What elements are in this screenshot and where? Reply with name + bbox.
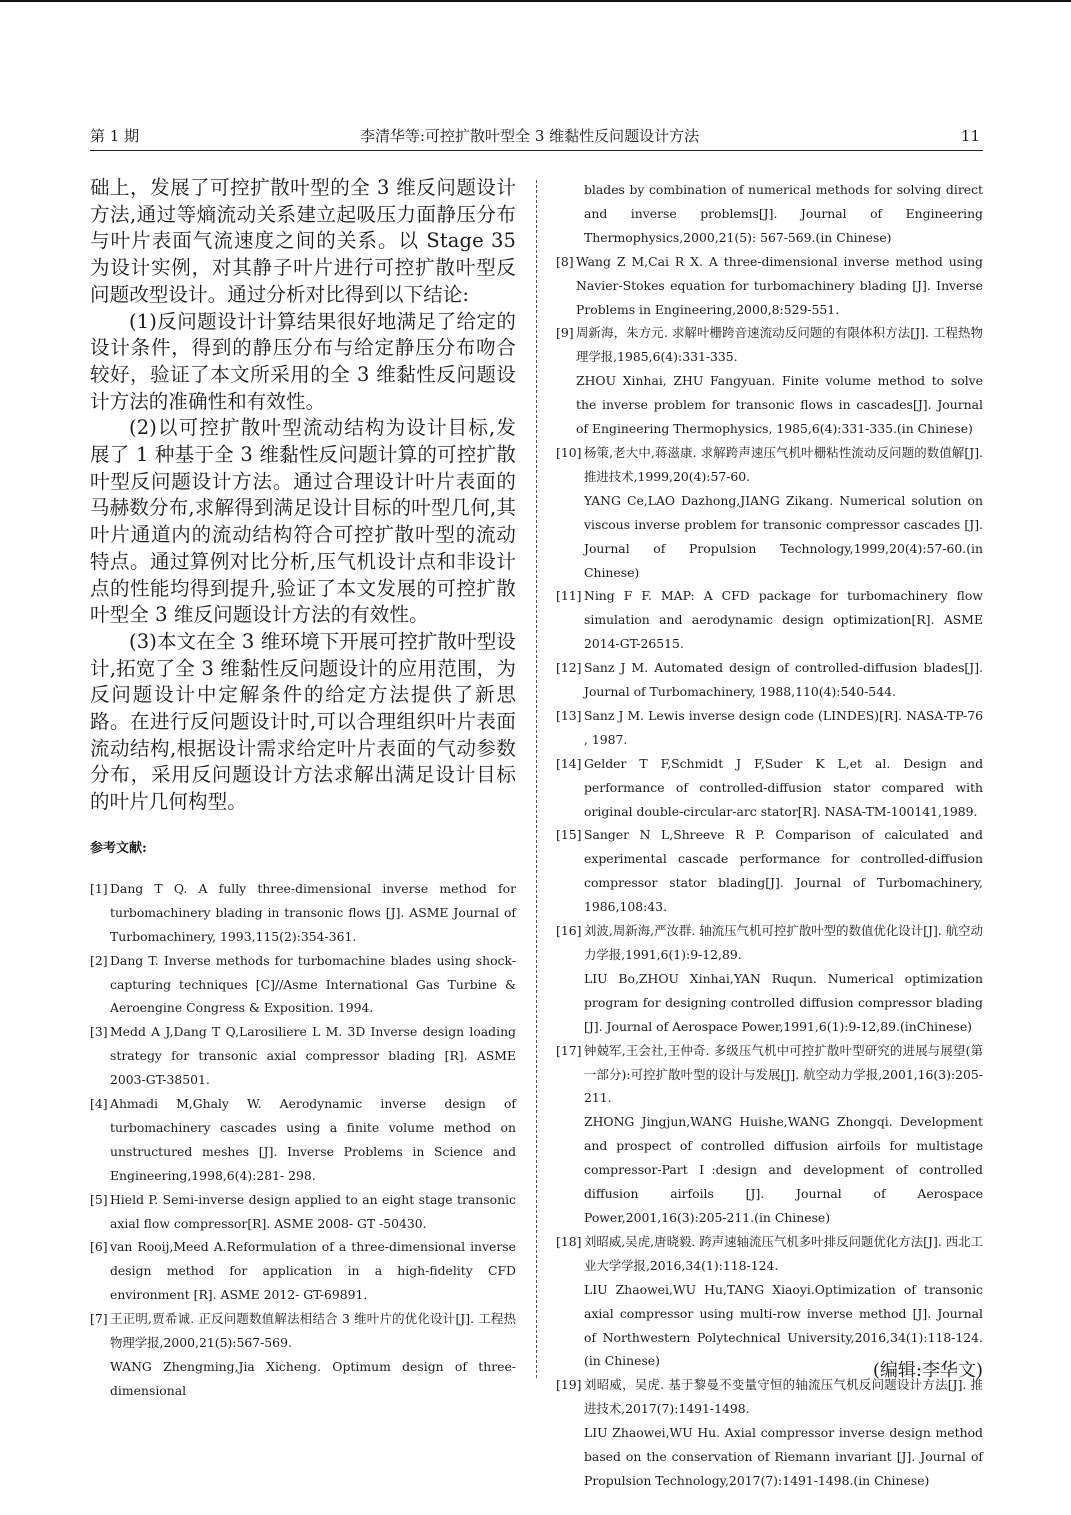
issue-label: 第 1 期 [90, 127, 140, 145]
reference-text: Gelder T F,Schmidt J F,Suder K L,et al. Design and performance of controlled-diffusion stator compared with original double-circular-arc stator[R]. NASA-TM-100141,1989. [584, 755, 983, 819]
editor-credit: (编辑:李华文) [872, 1360, 983, 1381]
reference-text: Wang Z M,Cai R X. A three-dimensional inverse method using Navier-Stokes equation for turbomachinery blading [J]. Inverse Problems in Engineering,2000,8:529-551. [576, 253, 983, 317]
reference-item [556, 178, 983, 250]
body-paragraph: 础上，发展了可控扩散叶型的全 3 维反问题设计方法,通过等熵流动关系建立起吸压力面静压分布与叶片表面气流速度之间的关系。以 Stage 35 为设计实例，对其静子叶片进行可控扩散叶型反问题改型设计。通过分析对比得到以下结论: [90, 176, 516, 306]
reference-text: Dang T. Inverse methods for turbomachine blades using shock-capturing techniques [C]//Asme International Gas Turbine & Aeroengine Congress & Exposition. 1994. [110, 952, 516, 1016]
reference-item [90, 1020, 516, 1092]
body-paragraph: (3)本文在全 3 维环境下开展可控扩散叶型设计,拓宽了全 3 维黏性反问题设计的应用范围，为反问题设计中定解条件的给定方法提供了新思路。在进行反问题设计时,可以合理组织叶片表面流动结构,根据设计需求给定叶片表面的气动参数分布，采用反问题设计方法求解出满足设计目标的叶片几何构型。 [90, 629, 516, 814]
reference-item [90, 877, 516, 949]
reference-item [556, 584, 983, 656]
reference-number: [3] [90, 1024, 108, 1040]
reference-text: 钟兢军,王会社,王仲奇. 多级压气机中可控扩散叶型研究的进展与展望(第一部分):可控扩散叶型的设计与发展[J]. 航空动力学报,2001,16(3):205-211. [584, 1042, 983, 1106]
reference-number: [7] [90, 1311, 108, 1327]
reference-text: Medd A J,Dang T Q,Larosiliere L M. 3D Inverse design loading strategy for transonic axial compressor blading [R]. ASME 2003-GT-38501. [110, 1024, 516, 1088]
header-rule [90, 150, 983, 151]
body-paragraph: (2)以可控扩散叶型流动结构为设计目标,发展了 1 种基于全 3 维黏性反问题计算的可控扩散叶型反问题设计方法。通过合理设计叶片表面的马赫数分布,求解得到满足设计目标的叶型几何,其叶片通道内的流动结构符合可控扩散叶型的流动特点。通过算例对比分析,压气机设计点和非设计点的性能均得到提升,验证了本文发展的可控扩散叶型全 3 维反问题设计方法的有效性。 [90, 416, 516, 627]
reference-text: Sanz J M. Automated design of controlled-diffusion blades[J]. Journal of Turbomachinery, 1988,110(4):540-544. [584, 660, 983, 700]
reference-text: Sanger N L,Shreeve R P. Comparison of calculated and experimental cascade performance for controlled-diffusion compressor stator blading[J]. Journal of Turbomachinery, 1986,108:43. [584, 827, 983, 915]
reference-list-left [90, 877, 516, 1403]
reference-number: [13] [556, 707, 582, 723]
body-paragraph: (1)反问题设计计算结果很好地满足了给定的设计条件，得到的静压分布与给定静压分布吻合较好，验证了本文所采用的全 3 维黏性反问题设计方法的准确性和有效性。 [90, 309, 516, 413]
reference-text: 刘昭威,吴虎,唐晓毅. 跨声速轴流压气机多叶排反问题优化方法[J]. 西北工业大学学报,2016,34(1):118-124. [584, 1233, 983, 1273]
reference-text: van Rooij,Meed A.Reformulation of a three-dimensional inverse design method for application in a high-fidelity CFD environment [R]. ASME 2012- GT-69891. [110, 1239, 516, 1303]
reference-text: blades by combination of numerical methods for solving direct and inverse problems[J]. Journal of Engineering Thermophysics,2000,21(5): 567-569.(in Chinese) [584, 182, 983, 245]
reference-text: 杨策,老大中,蒋滋康. 求解跨声速压气机叶栅粘性流动反问题的数值解[J]. 推进技术,1999,20(4):57-60. [584, 444, 983, 484]
reference-item [556, 1230, 983, 1373]
top-border-rule [0, 0, 1071, 2]
reference-english-text: LIU Zhaowei,WU Hu,TANG Xiaoyi.Optimization of transonic axial compressor using multi-row inverse method [J]. Journal of Northwestern Polytechnical University,2016,34(1):118-124.(in Chinese) [584, 1281, 983, 1369]
reference-number: [5] [90, 1191, 108, 1207]
reference-english-text: LIU Bo,ZHOU Xinhai,YAN Ruqun. Numerical optimization program for designing controlled diffusion compressor blading [J]. Journal of Aerospace Power,1991,6(1):9-12,89.(inChinese) [584, 970, 983, 1034]
reference-item [90, 949, 516, 1021]
reference-number: [12] [556, 660, 582, 676]
reference-text: Dang T Q. A fully three-dimensional inverse method for turbomachinery blading in transonic flows [J]. ASME Journal of Turbomachinery, 1993,115(2):354-361. [110, 880, 516, 944]
reference-item [90, 1307, 516, 1403]
reference-item [556, 250, 983, 322]
reference-english-text: LIU Zhaowei,WU Hu. Axial compressor inverse design method based on the conservation of Riemann invariant [J]. Journal of Propulsion Technology,2017(7):1491-1498.(in Chinese) [584, 1425, 983, 1488]
reference-number: [2] [90, 952, 108, 968]
reference-list-right [556, 178, 983, 1493]
reference-english-text: ZHONG Jingjun,WANG Huishe,WANG Zhongqi. Development and prospect of controlled diffusion airfoils for multistage compressor-Part Ⅰ:design and development of controlled diffusion airfoils [J]. Journal of Aerospace Power,2001,16(3):205-211.(in Chinese) [584, 1114, 983, 1225]
reference-item [556, 656, 983, 704]
reference-english-text: ZHOU Xinhai, ZHU Fangyuan. Finite volume method to solve the inverse problem for transonic flows in cascades[J]. Journal of Engineering Thermophysics, 1985,6(4):331-335.(in Chinese) [576, 373, 983, 437]
reference-item [556, 752, 983, 824]
page-number: 11 [960, 127, 980, 145]
reference-text: Ning F F. MAP: A CFD package for turbomachinery flow simulation and aerodynamic design optimization[R]. ASME 2014-GT-26515. [584, 588, 983, 652]
reference-text: Ahmadi M,Ghaly W. Aerodynamic inverse design of turbomachinery cascades using a finite volume method on unstructured meshes [J]. Inverse Problems in Science and Engineering,1998,6(4):281- 298. [110, 1096, 516, 1183]
reference-text: 王正明,贾希诚. 正反问题数值解法相结合 3 维叶片的优化设计[J]. 工程热物理学报,2000,21(5):567-569. [110, 1311, 516, 1351]
reference-item [556, 823, 983, 919]
reference-number: [11] [556, 588, 582, 604]
running-title: 李清华等:可控扩散叶型全 3 维黏性反问题设计方法 [360, 127, 700, 145]
reference-number: [6] [90, 1239, 108, 1255]
reference-english-text: WANG Zhengming,Jia Xicheng. Optimum design of three-dimensional [110, 1359, 516, 1398]
reference-number: [15] [556, 827, 582, 843]
reference-number: [19] [556, 1377, 582, 1393]
reference-item [90, 1188, 516, 1236]
references-heading: 参考文献: [90, 840, 147, 856]
reference-item [556, 1373, 983, 1493]
reference-text: 刘波,周新海,严汝群. 轴流压气机可控扩散叶型的数值优化设计[J]. 航空动力学报,1991,6(1):9-12,89. [584, 923, 983, 962]
reference-item [556, 321, 983, 441]
reference-text: Hield P. Semi-inverse design applied to an eight stage transonic axial flow compressor[R]. ASME 2008- GT -50430. [110, 1191, 516, 1231]
reference-number: [18] [556, 1233, 582, 1249]
reference-item [90, 1092, 516, 1188]
reference-english-text: YANG Ce,LAO Dazhong,JIANG Zikang. Numerical solution on viscous inverse problem for transonic compressor cascades [J]. Journal of Propulsion Technology,1999,20(4):57-60.(in Chinese) [584, 492, 983, 580]
column-divider [536, 180, 537, 1378]
reference-item [556, 919, 983, 1039]
reference-number: [17] [556, 1042, 582, 1058]
reference-number: [8] [556, 253, 574, 269]
right-column [556, 178, 983, 1493]
reference-number: [4] [90, 1096, 108, 1112]
reference-text: Sanz J M. Lewis inverse design code (LINDES)[R]. NASA-TP-76 , 1987. [584, 707, 983, 747]
reference-number: [16] [556, 923, 582, 939]
reference-item [556, 441, 983, 584]
reference-item [556, 1039, 983, 1230]
reference-number: [9] [556, 325, 574, 341]
reference-text: 刘昭威，吴虎. 基于黎曼不变量守恒的轴流压气机反问题设计方法[J]. 推进技术,2017(7):1491-1498. [584, 1377, 983, 1417]
reference-number: [14] [556, 755, 582, 771]
reference-number: [1] [90, 880, 108, 896]
reference-item [556, 704, 983, 752]
reference-text: 周新海，朱方元. 求解叶栅跨音速流动反问题的有限体积方法[J]. 工程热物理学报,1985,6(4):331-335. [576, 325, 983, 365]
left-column [90, 175, 516, 1403]
reference-item [90, 1235, 516, 1307]
reference-number: [10] [556, 444, 582, 460]
